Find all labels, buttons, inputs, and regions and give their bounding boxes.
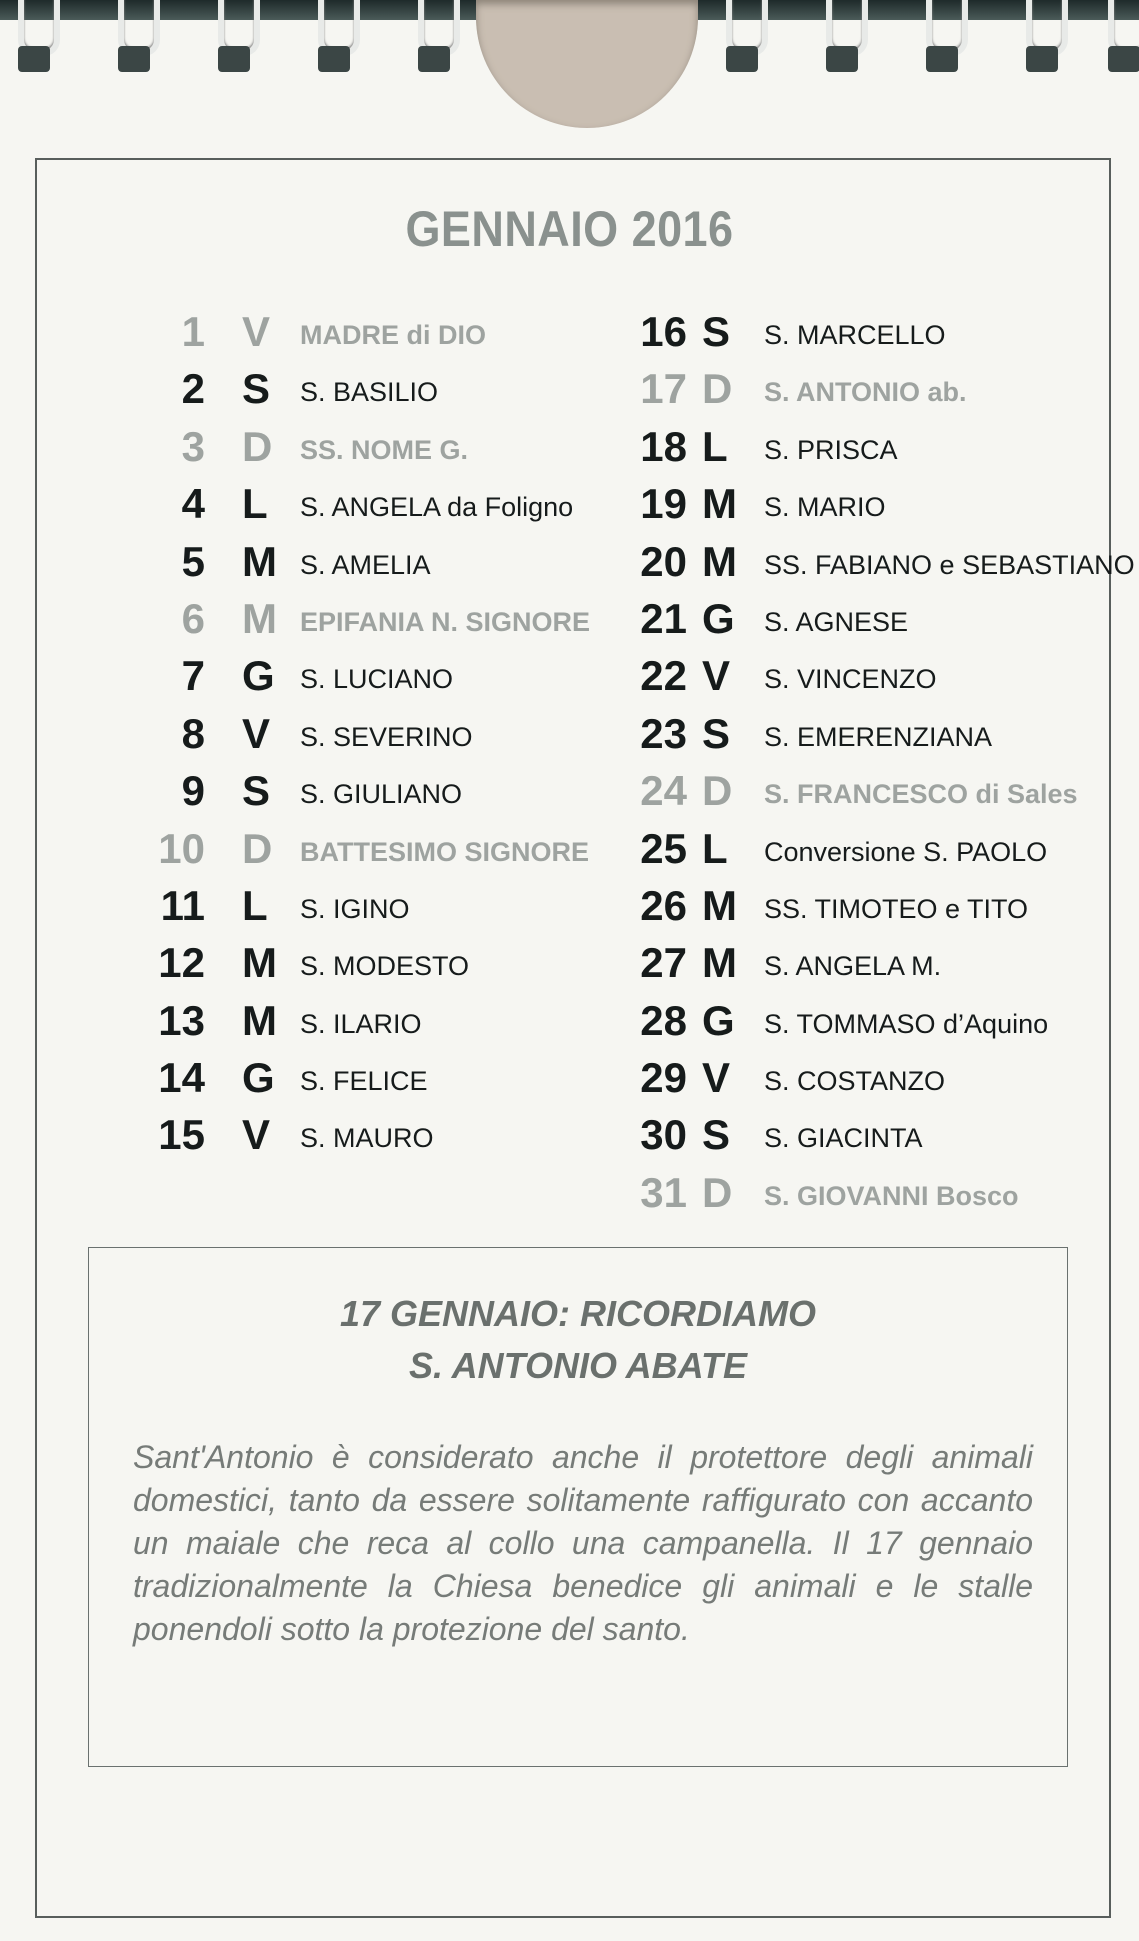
- weekday-letter: L: [702, 824, 728, 872]
- saint-name: S. IGINO: [300, 893, 410, 924]
- saint-name: SS. TIMOTEO e TITO: [764, 893, 1029, 924]
- day-row: [592, 825, 1112, 882]
- day-row: [60, 652, 580, 709]
- saint-name: SS. NOME G.: [300, 434, 469, 465]
- day-number: 30: [640, 1111, 687, 1159]
- weekday-letter: M: [702, 939, 737, 987]
- weekday-letter: S: [702, 1111, 731, 1159]
- saint-name: S. EMERENZIANA: [764, 721, 993, 752]
- day-number: 11: [160, 881, 205, 929]
- weekday-letter: M: [242, 594, 277, 642]
- weekday-letter: D: [242, 422, 273, 470]
- ring-icon: [1018, 0, 1064, 86]
- saint-name: S. ILARIO: [300, 1008, 422, 1039]
- day-row: [592, 537, 1135, 595]
- day-row: [60, 767, 580, 824]
- day-row: [592, 710, 1112, 767]
- saint-name: S. COSTANZO: [764, 1066, 946, 1097]
- day-number: 4: [181, 480, 205, 528]
- weekday-letter: V: [242, 1111, 271, 1159]
- saint-name: S. AGNESE: [764, 606, 909, 637]
- weekday-letter: D: [702, 365, 733, 413]
- saint-name: S. MARIO: [764, 492, 886, 523]
- day-row: [60, 1111, 580, 1168]
- ring-icon: [1100, 0, 1139, 86]
- day-row: [60, 308, 580, 365]
- day-number: 16: [640, 308, 687, 355]
- note-heading-line1: 17 GENNAIO: RICORDIAMO: [339, 1293, 817, 1334]
- saint-name: S. GIULIANO: [300, 779, 463, 810]
- day-number: 17: [640, 365, 687, 413]
- weekday-letter: S: [702, 709, 731, 757]
- day-number: 22: [640, 652, 687, 700]
- saint-name: S. LUCIANO: [300, 664, 454, 695]
- day-number: 6: [181, 594, 205, 642]
- feast-note-box: [88, 1247, 1068, 1767]
- weekday-letter: S: [702, 308, 731, 355]
- day-number: 23: [640, 709, 687, 757]
- day-number: 24: [640, 767, 687, 815]
- day-row: [60, 365, 580, 422]
- saint-name: S. MAURO: [300, 1123, 434, 1154]
- saint-name: BATTESIMO SIGNORE: [300, 836, 590, 867]
- saint-name: S. FRANCESCO di Sales: [764, 779, 1078, 810]
- day-number: 7: [181, 652, 205, 700]
- day-row: [60, 824, 590, 882]
- ring-icon: [918, 0, 964, 86]
- day-number: 13: [158, 996, 205, 1044]
- day-row: [60, 538, 580, 595]
- ring-icon: [718, 0, 764, 86]
- weekday-letter: G: [702, 594, 735, 642]
- weekday-letter: D: [242, 824, 273, 872]
- day-number: 26: [640, 881, 687, 929]
- ring-icon: [310, 0, 356, 86]
- day-row: [592, 997, 1112, 1054]
- day-row: [592, 1111, 1112, 1168]
- day-number: 8: [181, 709, 205, 757]
- day-number: 25: [640, 824, 687, 872]
- weekday-letter: V: [702, 1054, 731, 1102]
- note-heading-line2: S. ANTONIO ABATE: [408, 1345, 747, 1386]
- day-row: [592, 652, 1112, 709]
- day-number: 28: [640, 996, 687, 1044]
- day-number: 20: [640, 537, 687, 585]
- day-row: [592, 1054, 1112, 1111]
- weekday-letter: G: [242, 1054, 275, 1102]
- weekday-letter: S: [242, 365, 271, 413]
- day-row: [60, 882, 580, 939]
- day-row: [60, 710, 580, 767]
- weekday-letter: M: [242, 939, 277, 987]
- ring-icon: [110, 0, 156, 86]
- weekday-letter: V: [702, 652, 731, 700]
- weekday-letter: G: [242, 652, 275, 700]
- weekday-letter: M: [242, 996, 277, 1044]
- weekday-letter: G: [702, 996, 735, 1044]
- ring-icon: [210, 0, 256, 86]
- day-row: [592, 365, 1112, 422]
- day-row: [60, 997, 580, 1054]
- ring-icon: [818, 0, 864, 86]
- saint-name: S. VINCENZO: [764, 664, 937, 695]
- saint-name: S. ANTONIO ab.: [764, 377, 967, 408]
- day-row: [592, 939, 1112, 996]
- day-row: [60, 939, 580, 996]
- saint-name: S. MODESTO: [300, 951, 470, 982]
- weekday-letter: M: [702, 881, 737, 929]
- saint-name: S. ANGELA M.: [764, 951, 942, 982]
- weekday-letter: M: [702, 537, 737, 585]
- note-heading: [89, 1288, 1067, 1392]
- month-title: GENNAIO 2016: [405, 201, 734, 257]
- weekday-letter: M: [702, 480, 737, 528]
- weekday-letter: V: [242, 308, 271, 355]
- day-row: [592, 1169, 1112, 1226]
- weekday-letter: L: [242, 480, 268, 528]
- day-number: 19: [640, 480, 687, 528]
- saint-name: MADRE di DIO: [300, 320, 486, 350]
- day-row: [60, 423, 580, 480]
- weekday-letter: L: [702, 422, 728, 470]
- weekday-letter: D: [702, 767, 733, 815]
- saint-name: S. BASILIO: [300, 377, 439, 408]
- saint-name: SS. FABIANO e SEBASTIANO: [764, 549, 1135, 580]
- day-number: 3: [181, 422, 205, 470]
- saint-name: S. PRISCA: [764, 434, 898, 465]
- saint-name: S. GIOVANNI Bosco: [764, 1180, 1019, 1211]
- saint-name: S. ANGELA da Foligno: [300, 492, 574, 523]
- ring-icon: [10, 0, 56, 86]
- saint-name: S. TOMMASO d’Aquino: [764, 1008, 1049, 1039]
- days-column-right: [592, 308, 1135, 1226]
- day-number: 31: [640, 1168, 687, 1216]
- day-number: 2: [181, 365, 205, 413]
- saint-name: S. AMELIA: [300, 549, 431, 580]
- saint-name: S. MARCELLO: [764, 320, 946, 350]
- day-number: 1: [181, 308, 205, 355]
- saint-name: Conversione S. PAOLO: [764, 836, 1048, 867]
- saint-name: S. GIACINTA: [764, 1123, 923, 1154]
- day-number: 18: [640, 422, 687, 470]
- day-number: 29: [640, 1054, 687, 1102]
- saint-name: S. SEVERINO: [300, 721, 473, 752]
- saint-name: EPIFANIA N. SIGNORE: [300, 606, 591, 637]
- ring-icon: [410, 0, 456, 86]
- day-number: 21: [640, 594, 687, 642]
- saint-name: S. FELICE: [300, 1066, 428, 1097]
- day-number: 10: [158, 824, 205, 872]
- day-row: [592, 423, 1112, 480]
- weekday-letter: M: [242, 537, 277, 585]
- weekday-letter: L: [242, 881, 268, 929]
- day-number: 9: [181, 767, 205, 815]
- day-row: [592, 595, 1112, 652]
- day-row: [592, 882, 1112, 939]
- day-row: [592, 308, 1112, 365]
- day-number: 5: [181, 537, 205, 585]
- day-number: 15: [158, 1111, 205, 1159]
- day-row: [592, 767, 1112, 824]
- day-number: 12: [158, 939, 205, 987]
- day-row: [60, 480, 580, 537]
- weekday-letter: S: [242, 767, 271, 815]
- days-column-left: [60, 308, 591, 1169]
- day-row: [60, 594, 591, 652]
- weekday-letter: D: [702, 1168, 733, 1216]
- day-row: [592, 480, 1112, 537]
- day-number: 14: [158, 1054, 205, 1102]
- day-number: 27: [640, 939, 687, 987]
- weekday-letter: V: [242, 709, 271, 757]
- day-row: [60, 1054, 580, 1111]
- note-body: Sant'Antonio è considerato anche il protettore degli animali domestici, tanto da essere solitamente raffigurato con accanto un maiale che reca al collo una campanella. Il 17 gennaio tradizionalmente la Chiesa benedice gli animali e le stalle ponendoli sotto la protezione del santo.: [133, 1439, 1033, 1647]
